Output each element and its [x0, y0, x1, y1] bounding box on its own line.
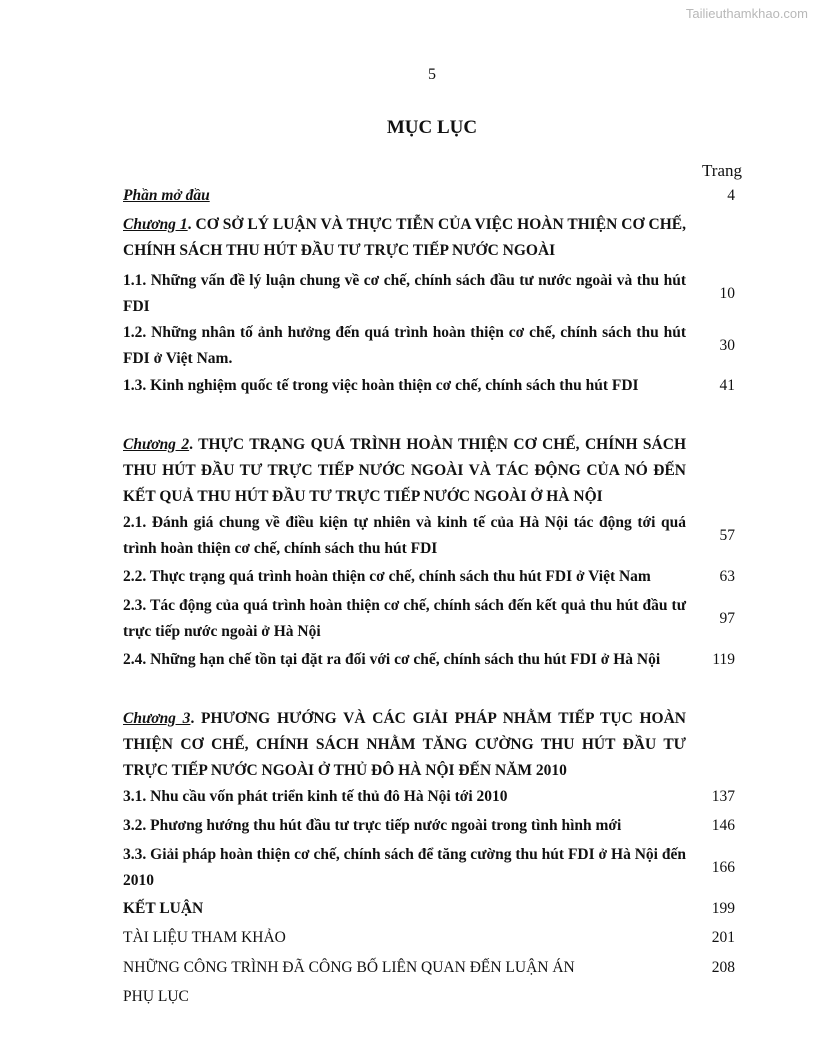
toc-text: 2.2. Thực trạng quá trình hoàn thiện cơ chế, chính sách thu hút FDI ở Việt Nam [123, 568, 651, 585]
toc-text: PHỤ LỤC [123, 988, 189, 1005]
toc-page: 208 [711, 959, 735, 976]
toc-page: 41 [719, 377, 735, 394]
toc-entry [123, 784, 743, 810]
toc-text: 1.1. Những vấn đề lý luận chung về cơ chế, chính sách đầu tư nước ngoài và thu hút FDI [123, 272, 686, 315]
chapter-label: Chương 2 [123, 436, 190, 453]
toc-page: 10 [719, 285, 735, 302]
toc-entry [123, 842, 743, 894]
toc-chapter-1 [123, 212, 743, 264]
toc-entry [123, 813, 743, 839]
toc-page: 137 [711, 788, 735, 805]
toc-entry [123, 647, 743, 673]
chapter-title: . CƠ SỞ LÝ LUẬN VÀ THỰC TIỄN CỦA VIỆC HOÀN THIỆN CƠ CHẾ, CHÍNH SÁCH THU HÚT ĐẦU TƯ TRỰC TIẾP NƯỚC NGOÀI [123, 216, 686, 259]
toc-entry [123, 593, 743, 645]
toc-text: 2.4. Những hạn chế tồn tại đặt ra đối với cơ chế, chính sách thu hút FDI ở Hà Nội [123, 651, 661, 668]
toc-text: 3.2. Phương hướng thu hút đầu tư trực tiếp nước ngoài trong tình hình mới [123, 817, 622, 834]
toc-chapter-2 [123, 432, 743, 510]
page-column-header: Trang [702, 161, 742, 180]
page-number: 5 [428, 66, 436, 83]
page-title: MỤC LỤC [386, 117, 478, 138]
toc-text: TÀI LIỆU THAM KHẢO [123, 929, 286, 946]
toc-entry-appendix [123, 984, 743, 1010]
toc-page: 146 [711, 817, 735, 834]
toc-page: 57 [719, 527, 735, 544]
toc-text: NHỮNG CÔNG TRÌNH ĐÃ CÔNG BỐ LIÊN QUAN ĐẾN LUẬN ÁN [123, 959, 575, 976]
chapter-title: . THỰC TRẠNG QUÁ TRÌNH HOÀN THIỆN CƠ CHẾ, CHÍNH SÁCH THU HÚT ĐẦU TƯ TRỰC TIẾP NƯỚC NGOÀI VÀ TÁC ĐỘNG CỦA NÓ ĐẾN KẾT QUẢ THU HÚT ĐẦU TƯ TRỰC TIẾP NƯỚC NGOÀI Ở HÀ NỘI [123, 436, 686, 505]
toc-page: 199 [711, 900, 735, 917]
toc-text: 3.3. Giải pháp hoàn thiện cơ chế, chính sách để tăng cường thu hút FDI ở Hà Nội đến 2010 [123, 846, 686, 889]
toc-text: KẾT LUẬN [123, 900, 204, 917]
toc-entry [123, 373, 743, 399]
chapter-label: Chương 1 [123, 216, 188, 233]
toc-entry-references [123, 925, 743, 951]
chapter-label: Chương 3 [123, 710, 191, 727]
toc-entry [123, 320, 743, 372]
toc-entry-conclusion [123, 896, 743, 922]
chapter-title: . PHƯƠNG HƯỚNG VÀ CÁC GIẢI PHÁP NHẰM TIẾP TỤC HOÀN THIỆN CƠ CHẾ, CHÍNH SÁCH NHẰM TĂNG CƯỜNG THU HÚT ĐẦU TƯ TRỰC TIẾP NƯỚC NGOÀI Ở THỦ ĐÔ HÀ NỘI ĐẾN NĂM 2010 [123, 710, 687, 779]
toc-text: 3.1. Nhu cầu vốn phát triển kinh tế thủ đô Hà Nội tới 2010 [123, 788, 508, 805]
toc-entry-publications [123, 955, 743, 981]
toc-text: 2.3. Tác động của quá trình hoàn thiện cơ chế, chính sách đến kết quả thu hút đầu tư trực tiếp nước ngoài ở Hà Nội [123, 597, 686, 640]
toc-text: 1.2. Những nhân tố ảnh hưởng đến quá trình hoàn thiện cơ chế, chính sách thu hút FDI ở Việt Nam. [123, 324, 686, 367]
toc-entry [123, 564, 743, 590]
toc-page: 119 [712, 651, 735, 668]
toc-page: 201 [711, 929, 735, 946]
toc-text: 2.1. Đánh giá chung về điều kiện tự nhiên và kinh tế của Hà Nội tác động tới quá trình hoàn thiện cơ chế, chính sách thu hút FDI [123, 514, 686, 557]
toc-page: 4 [727, 187, 735, 204]
toc-entry-intro [123, 183, 743, 209]
toc-entry [123, 268, 743, 320]
intro-label: Phần mở đầu [123, 187, 210, 204]
toc-text: 1.3. Kinh nghiệm quốc tế trong việc hoàn thiện cơ chế, chính sách thu hút FDI [123, 377, 639, 394]
toc-page: 166 [711, 859, 735, 876]
watermark: Tailieuthamkhao.com [685, 6, 808, 21]
toc-page: 97 [719, 610, 735, 627]
toc-chapter-3 [123, 706, 743, 784]
toc-page: 63 [719, 568, 735, 585]
toc-entry [123, 510, 743, 562]
toc-page: 30 [719, 337, 735, 354]
